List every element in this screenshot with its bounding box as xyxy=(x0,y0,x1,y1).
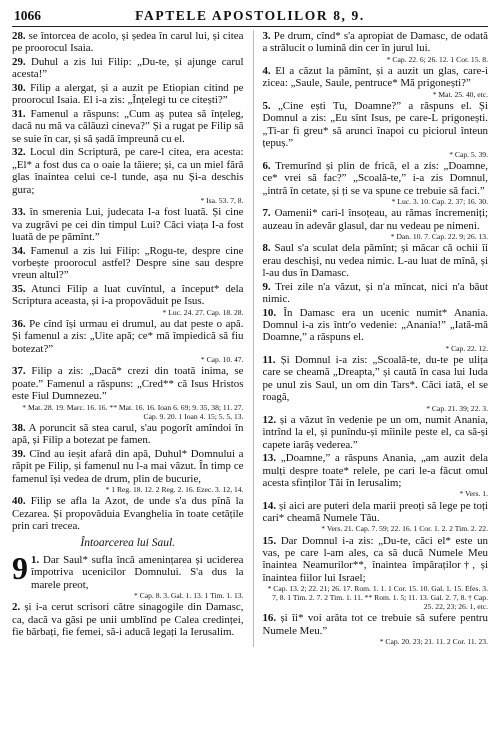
cross-reference: * Cap. 22. 6; 26. 12. 1 Cor. 15. 8. xyxy=(386,54,488,64)
verse-text: Duhul a zis lui Filip: „Du-te, și ajunge carul acesta!” xyxy=(12,56,244,81)
cross-reference: * Cap. 22. 12. xyxy=(445,343,488,353)
verse-number: 2. xyxy=(12,601,21,614)
verse-text: Famenul a zis lui Filip: „Rogu-te, despre cine vorbește proorocul astfel? Despre sine sau despre vreun altul?” xyxy=(12,244,244,282)
running-title: FAPTELE APOSTOLILOR 8, 9. xyxy=(135,8,365,23)
verse xyxy=(262,160,488,206)
verse-text: Filip a zis: „Dacă* crezi din toată inima, se poate.” Famenul a răspuns: „Cred** că Isus Hristos este Fiul Dumnezeu.” xyxy=(12,365,244,403)
verse xyxy=(12,30,243,55)
verse xyxy=(262,612,488,646)
verse-number: 37. xyxy=(12,365,26,378)
verse xyxy=(12,365,243,420)
verse-text: Famenul a răspuns: „Cum aș putea să înțeleg, dacă nu mă va călăuzi cineva?” Și a rugat pe Filip să se suie în car, și să șadă împreună cu el. xyxy=(12,108,244,145)
verse xyxy=(262,242,488,279)
verse-number: 16. xyxy=(262,612,277,625)
cross-reference: * Cap. 10. 47. xyxy=(200,355,244,365)
verse-text: Filip a alergat, și a auzit pe Etiopian citind pe proorocul Isaia. El i-a zis: „Înțelegi tu ce citești?” xyxy=(12,82,244,107)
verse-number: 34. xyxy=(12,244,26,257)
verse xyxy=(12,283,243,317)
verse-number: 6. xyxy=(262,159,271,172)
verse xyxy=(12,245,243,282)
verse-text: În Damasc era un ucenic numit* Anania. Domnul i-a zis într'o vedenie: „Anania!” „Iată-mă Doamne,” a răspuns el. xyxy=(262,306,488,344)
cross-reference: * Cap. 21. 39; 22. 3. xyxy=(426,403,488,413)
verse-text: Oamenii* cari-l însoțeau, au rămas încremeniți; auzeau în adevăr glasul, dar nu vedeau pe nimeni. xyxy=(262,207,488,232)
verse-text: și i-a cerut scrisori către sinagogile din Damasc, ca, dacă va găsi pe unii umblînd pe Calea credinței, fie bărbați, fie femei, să-i aducă legați la Ierusalim. xyxy=(12,601,244,639)
verse-number: 30. xyxy=(12,82,26,94)
verse-text: Cînd au ieșit afară din apă, Duhul* Domnului a răpit pe Filip, și famenul nu l-a mai văzut. În timp ce famenul își vedea de drum, plin de bucurie, xyxy=(12,447,244,485)
verse-number: 33. xyxy=(12,206,26,219)
verse-number: 8. xyxy=(262,242,271,255)
verse-number: 14. xyxy=(262,499,277,512)
page-number: 1066 xyxy=(14,8,41,23)
verse xyxy=(262,30,488,64)
verse xyxy=(12,601,243,638)
chapter-start xyxy=(12,549,244,601)
cross-reference: * Luc. 3. 10. Cap. 2. 37; 16. 30. xyxy=(391,197,488,207)
verse xyxy=(262,281,488,306)
verse xyxy=(12,495,243,532)
verse-text: Dar Saul* sufla încă amenințarea și uciderea împotriva ucenicilor Domnului. S'a dus la marele preot, xyxy=(31,553,244,591)
verse-number: 32. xyxy=(12,146,26,159)
cross-reference: * Vers. 1. xyxy=(459,489,488,499)
verse xyxy=(262,100,488,159)
verse xyxy=(262,500,488,534)
cross-reference: * 1 Reg. 18. 12. 2 Reg. 2. 16. Ezec. 3. 12, 14. xyxy=(105,485,244,495)
cross-reference: * Mat. 28. 19. Marc. 16. 16. ** Mat. 16. 16. Ioan 6. 69; 9. 35, 38; 11. 27. Cap. 9. 20. 1 Ioan 4. 15; 5. 5, 13. xyxy=(22,402,244,421)
verse-number: 10. xyxy=(262,306,277,319)
verse xyxy=(262,535,488,612)
verse-number: 5. xyxy=(262,100,271,112)
verse xyxy=(12,448,243,494)
verse xyxy=(12,422,243,447)
verse xyxy=(12,318,243,364)
cross-reference: * Cap. 8. 3. Gal. 1. 13. 1 Tim. 1. 13. xyxy=(133,591,244,601)
cross-reference: * Cap. 20. 23; 21. 11. 2 Cor. 11. 23. xyxy=(379,637,488,647)
verse-text: și aici are puteri dela marii preoți să lege pe toți cari* cheamă Numele Tău. xyxy=(262,499,488,525)
verse-text: „Cine ești Tu, Doamne?” a răspuns el. Și Domnul a zis: „Eu sînt Isus, pe care-L prigonești. „Ti-ar fi greu* să arunci înapoi cu piciorul înteun țepuș.” xyxy=(262,100,488,150)
verse xyxy=(262,452,488,498)
verse-text: El a căzut la pămînt, și a auzit un glas, care-i zicea: „Saule, Saule, pentruce* Mă prigonești?” xyxy=(262,65,488,90)
verse-number: 28. xyxy=(12,30,26,42)
verse-text: Trei zile n'a văzut, și n'a mîncat, nici n'a băut nimic. xyxy=(262,280,488,306)
cross-reference: * Mat. 25. 40, etc. xyxy=(432,89,488,99)
cross-reference: * Cap. 5. 39. xyxy=(449,149,488,159)
cross-reference: * Vers. 21. Cap. 7. 59; 22. 16. 1 Cor. 1. 2. 2 Tim. 2. 22. xyxy=(321,524,488,534)
left-verses-after xyxy=(12,601,243,638)
verse xyxy=(262,414,488,451)
verse-number: 11. xyxy=(262,354,276,367)
verse-number: 15. xyxy=(262,534,277,547)
page-header xyxy=(12,8,488,27)
verse xyxy=(12,206,243,243)
text-columns xyxy=(12,30,488,647)
verse-text: se întorcea de acolo, și ședea în carul lui, și citea pe proorocul Isaia. xyxy=(12,30,244,55)
verse-number: 38. xyxy=(12,421,26,434)
verse-number: 35. xyxy=(12,283,26,296)
verse-number: 12. xyxy=(262,413,277,426)
verse xyxy=(262,307,488,353)
right-verses xyxy=(262,30,488,646)
verse-number: 7. xyxy=(262,207,271,220)
verse-text: și a văzut în vedenie pe un om, numit Anania, intrînd la el, și punîndu-și mîinile peste el, ca să-și capete iarăș vederea.” xyxy=(262,413,488,451)
cross-reference: * Cap. 13. 2; 22. 21; 26. 17. Rom. 1. 1. 1 Cor. 15. 10. Gal. 1. 15. Efes. 3. 7, 8. 1 Tim. 2. 7. 2 Tim. 1. 11. ** Rom. 1. 5; 11. 13. Gal. 2. 7, 8. † Cap. 25. 22, 23; 26. 1, etc. xyxy=(267,584,488,612)
cross-reference: * Dan. 10. 7. Cap. 22. 9; 26. 13. xyxy=(390,232,488,242)
verse-text: Filip se afla la Azot, de unde s'a dus pînă la Cezarea. Și propovăduia Evanghelia în toate cetățile prin cari trecea. xyxy=(12,495,244,533)
verse-number: 36. xyxy=(12,318,26,331)
section-title: Întoarcerea lui Saul. xyxy=(80,537,176,550)
verse-text: Pe drum, cînd* s'a apropiat de Damasc, de odată a strălucit o lumină din cer în jurul lui. xyxy=(262,30,488,55)
verse-text: A poruncit să stea carul, s'au pogorît amîndoi în apă, și Filip a botezat pe famen. xyxy=(12,421,244,447)
verse-number: 31. xyxy=(12,108,26,120)
verse-text: și îi* voi arăta tot ce trebuie să sufere pentru Numele Meu.” xyxy=(262,612,489,637)
verse xyxy=(262,354,488,413)
cross-reference: * Isa. 53. 7, 8. xyxy=(200,196,244,206)
verse xyxy=(12,82,243,107)
left-verses xyxy=(12,30,243,532)
verse-text: „Doamne,” a răspuns Anania, „am auzit dela mulți despre toate* relele, pe cari le-a făcut omul acesta sfinților Tăi în Ierusalim; xyxy=(262,452,488,490)
verse-number: 3. xyxy=(262,30,271,42)
verse xyxy=(12,56,243,81)
right-column xyxy=(253,30,488,647)
verse xyxy=(262,65,488,99)
verse-number: 29. xyxy=(12,56,26,68)
verse xyxy=(12,108,243,145)
verse-number: 40. xyxy=(12,495,26,508)
verse-number: 13. xyxy=(262,452,277,465)
verse-number: 4. xyxy=(262,65,271,77)
verse xyxy=(12,146,243,205)
verse-text: Locul din Scriptură, pe care-l citea, era acesta: „El* a fost dus ca o oaie la tăiere; și, ca un miel fără glas înaintea celui ce-l tunde, așa nu Și-a deschis gura; xyxy=(12,146,244,196)
verse xyxy=(262,207,488,241)
verse-number: 1. xyxy=(31,553,40,566)
cross-reference: * Luc. 24. 27. Cap. 18. 28. xyxy=(162,307,244,317)
verse-number: 39. xyxy=(12,447,26,460)
verse-text: Dar Domnul i-a zis: „Du-te, căci el* este un vas, pe care l-am ales, ca să ducă Numele Meu înaintea Neamurilor**, înaintea împăraților†, și înaintea fiilor lui Israel; xyxy=(262,534,488,584)
verse-number: 9. xyxy=(262,280,271,293)
verse-text: Atunci Filip a luat cuvîntul, a început* dela Scriptura aceasta, și i-a propovăduit pe Isus. xyxy=(12,283,244,308)
verse-text: în smerenia Lui, judecata I-a fost luată. Și cine va zugrăvi pe cei din timpul Lui? Căci viața I-a fost luată de pe pămînt.” xyxy=(12,206,244,244)
verse-text: Tremurînd și plin de frică, el a zis: „Doamne, ce* vrei să fac?” „Scoală-te,” i-a zis Domnul, „intră în cetate, și ți se va spune ce trebuie să faci.” xyxy=(262,159,488,197)
verse-text: Și Domnul i-a zis: „Scoală-te, du-te pe ulița care se cheamă „Dreapta,” și caută în casa lui Iuda pe unul zis Saul, un om din Tars*. Căci iată, el se roagă, xyxy=(262,354,488,404)
verse-text: Saul s'a sculat dela pămînt; și măcar că ochii îi erau deschiși, nu vedea nimic. L-au luat de mînă, și l-au dus în Damasc. xyxy=(262,242,488,280)
verse-text: Pe cînd își urmau ei drumul, au dat peste o apă. Și famenul a zis: „Uite apă; ce* mă împiedică să fiu botezat?” xyxy=(12,318,244,355)
left-column xyxy=(12,30,243,647)
chapter-number: 9 xyxy=(12,549,28,586)
